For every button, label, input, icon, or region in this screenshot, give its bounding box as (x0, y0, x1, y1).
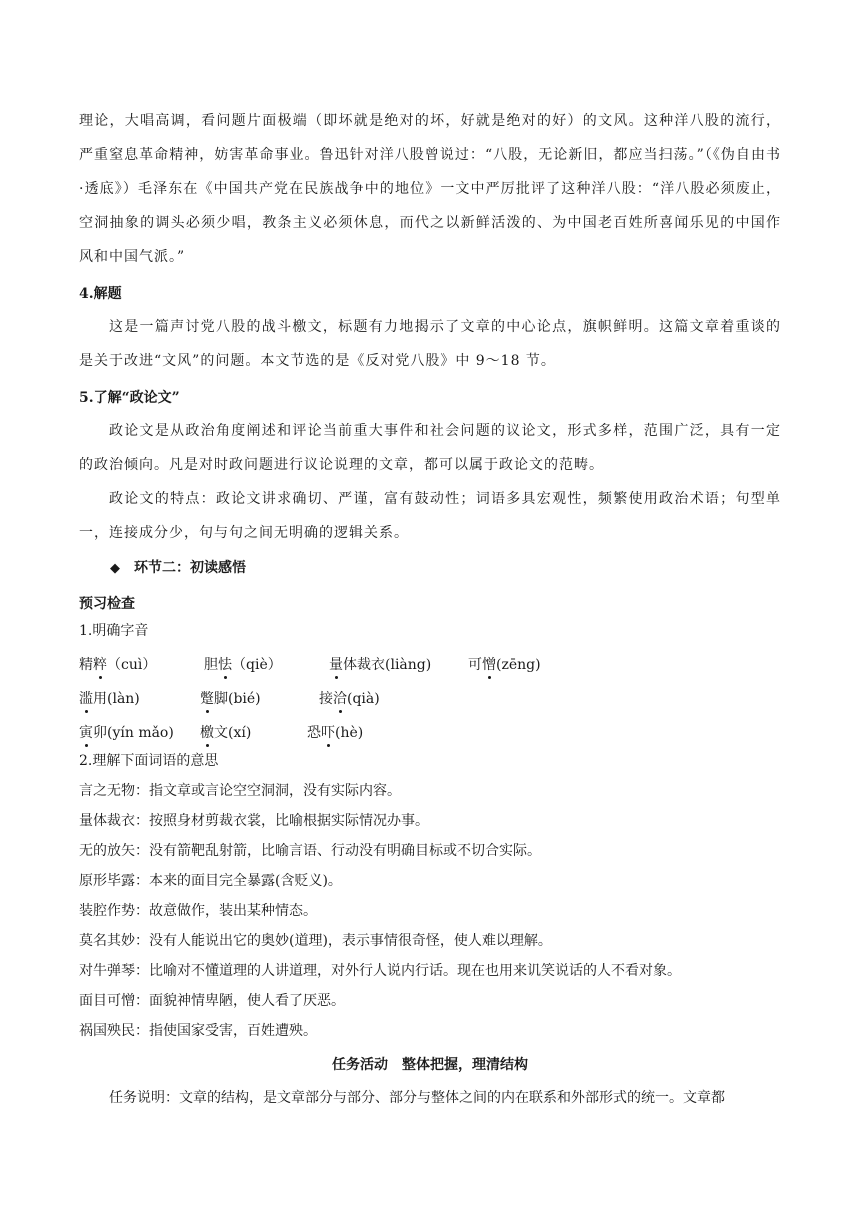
pronunciation-item: 蹩脚(bié) (200, 691, 261, 707)
subheading-ziyin: 1.明确字音 (79, 623, 149, 639)
vocab-item: 无的放矢：没有箭靶乱射箭，比喻言语、行动没有明确目标或不切合实际。 (79, 843, 541, 859)
heading-jieti: 4.解题 (79, 286, 122, 302)
diamond-bullet-icon: ◆ (110, 561, 120, 576)
vocab-item: 祸国殃民：指使国家受害，百姓遭殃。 (79, 1023, 317, 1039)
heading-zhenglunwen: 5.了解“政论文” (79, 390, 180, 406)
vocab-item: 对牛弹琴：比喻对不懂道理的人讲道理，对外行人说内行话。现在也用来讥笑说话的人不看对象。 (79, 963, 681, 979)
paragraph-zhenglunwen-definition: 政论文是从政治角度阐述和评论当前重大事件和社会问题的议论文，形式多样，范围广泛，具有一定的政治倾向。凡是对时政问题进行议论说理的文章，都可以属于政论文的范畴。 (79, 423, 781, 473)
pronunciation-item: 胆怯（qiè） (204, 657, 282, 673)
paragraph-wenfeng: 理论，大唱高调，看问题片面极端（即坏就是绝对的坏，好就是绝对的好）的文风。这种洋八股的流行，严重窒息革命精神，妨害革命事业。鲁迅针对洋八股曾说过：“八股，无论新旧，都应当扫荡。”（《伪自由书·透底》）毛泽东在《中国共产党在民族战争中的地位》一文中严厉批评了这种洋八股：“洋八股必须废止，空洞抽象的调头必须少唱，教条主义必须休息，而代之以新鲜活泼的、为中国老百姓所喜闻乐见的中国作风和中国气派。” (79, 113, 781, 265)
pronunciation-item: 精粹（cuì） (79, 657, 157, 673)
pronunciation-item: 量体裁衣(liàng) (329, 657, 432, 673)
vocab-item: 装腔作势：故意做作，装出某种情态。 (79, 903, 317, 919)
task-heading: 任务活动 整体把握，理清结构 (332, 1057, 528, 1073)
pronunciation-item: 滥用(làn) (79, 691, 140, 707)
pronunciation-item: 可憎(zēng) (468, 657, 541, 673)
paragraph-jieti: 这是一篇声讨党八股的战斗檄文，标题有力地揭示了文章的中心论点，旗帜鲜明。这篇文章着重谈的是关于改进“文风”的问题。本文节选的是《反对党八股》中 9～18 节。 (79, 319, 781, 369)
heading-yuxi: 预习检查 (79, 596, 135, 612)
pronunciation-item: 檄文(xí) (200, 725, 252, 741)
vocab-item: 莫名其妙：没有人能说出它的奥妙(道理)，表示事情很奇怪，使人难以理解。 (79, 933, 552, 949)
section-heading-text: 环节二：初读感悟 (134, 560, 246, 576)
vocab-item: 面目可憎：面貌神情卑陋，使人看了厌恶。 (79, 993, 345, 1009)
vocab-item: 言之无物：指文章或言论空空洞洞，没有实际内容。 (79, 783, 401, 799)
vocab-item: 原形毕露：本来的面目完全暴露(含贬义)。 (79, 873, 342, 889)
subheading-ciyu: 2.理解下面词语的意思 (79, 753, 219, 769)
vocab-item: 量体裁衣：按照身材剪裁衣裳，比喻根据实际情况办事。 (79, 813, 429, 829)
pronunciation-item: 寅卯(yín mǎo) (79, 725, 174, 741)
paragraph-zhenglunwen-features: 政论文的特点：政论文讲求确切、严谨，富有鼓动性；词语多具宏观性，频繁使用政治术语；句型单一，连接成分少，句与句之间无明确的逻辑关系。 (79, 491, 781, 541)
pronunciation-item: 恐吓(hè) (307, 725, 364, 741)
section-heading-chudu (110, 558, 246, 579)
pronunciation-item: 接洽(qià) (319, 691, 380, 707)
task-description: 任务说明：文章的结构，是文章部分与部分、部分与整体之间的内在联系和外部形式的统一。文章都 (109, 1090, 725, 1106)
